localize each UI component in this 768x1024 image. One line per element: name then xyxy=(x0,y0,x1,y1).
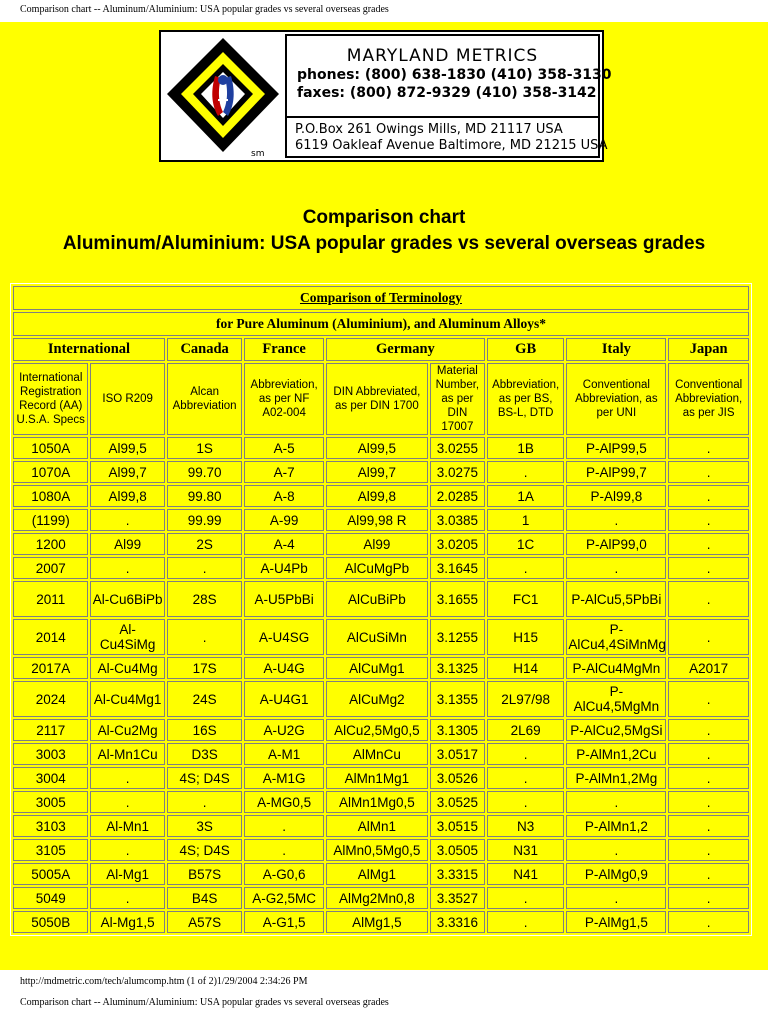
country-germany: Germany xyxy=(326,338,485,361)
country-canada: Canada xyxy=(167,338,242,361)
table-cell: 2014 xyxy=(13,619,88,655)
table-cell: . xyxy=(90,557,164,579)
table-cell: . xyxy=(90,791,164,813)
table-cell: Al-Cu2Mg xyxy=(90,719,164,741)
table-cell: . xyxy=(487,887,564,909)
table-row xyxy=(13,461,749,483)
table-cell: Al-Cu6BiPb xyxy=(90,581,164,617)
table-cell: 5049 xyxy=(13,887,88,909)
table-cell: . xyxy=(487,557,564,579)
comparison-table xyxy=(10,283,752,936)
table-cell: (1199) xyxy=(13,509,88,531)
table-cell: . xyxy=(487,791,564,813)
table-cell: 2007 xyxy=(13,557,88,579)
table-cell: AlCuMg1 xyxy=(326,657,428,679)
table-cell: AlMg1,5 xyxy=(326,911,428,933)
table-cell: 3.0515 xyxy=(430,815,485,837)
table-cell: Al-Cu4Mg xyxy=(90,657,164,679)
table-cell: 1S xyxy=(167,437,242,459)
table-cell: Al99,5 xyxy=(326,437,428,459)
table-cell: P-Al99,8 xyxy=(566,485,666,507)
table-cell: P-AlP99,0 xyxy=(566,533,666,555)
table-cell: D3S xyxy=(167,743,242,765)
table-row xyxy=(13,657,749,679)
table-cell: . xyxy=(244,815,324,837)
table-cell: N41 xyxy=(487,863,564,885)
table-cell: . xyxy=(668,437,749,459)
table-cell: Al99,8 xyxy=(326,485,428,507)
table-cell: H15 xyxy=(487,619,564,655)
table-cell: 2.0285 xyxy=(430,485,485,507)
table-cell: P-AlCu4,5MgMn xyxy=(566,681,666,717)
comparison-table-wrapper xyxy=(10,283,752,936)
table-cell: B57S xyxy=(167,863,242,885)
table-cell: AlMn0,5Mg0,5 xyxy=(326,839,428,861)
table-cell: . xyxy=(487,461,564,483)
table-cell: AlMg1 xyxy=(326,863,428,885)
table-row xyxy=(13,509,749,531)
table-cell: A57S xyxy=(167,911,242,933)
table-cell: B4S xyxy=(167,887,242,909)
table-cell: . xyxy=(566,839,666,861)
country-japan: Japan xyxy=(668,338,749,361)
table-cell: 3.1645 xyxy=(430,557,485,579)
phone-numbers: phones: (800) 638-1830 (410) 358-3130 xyxy=(297,67,612,83)
description-header-row xyxy=(13,363,749,435)
table-cell: 99.99 xyxy=(167,509,242,531)
company-logo-banner xyxy=(159,30,612,162)
table-cell: A-M1 xyxy=(244,743,324,765)
table-cell: 3.0517 xyxy=(430,743,485,765)
table-cell: . xyxy=(668,887,749,909)
table-cell: 2011 xyxy=(13,581,88,617)
table-cell: . xyxy=(668,681,749,717)
mailing-address: P.O.Box 261 Owings Mills, MD 21117 USA xyxy=(295,122,563,137)
table-row xyxy=(13,863,749,885)
table-row xyxy=(13,557,749,579)
table-cell: A2017 xyxy=(668,657,749,679)
table-cell: . xyxy=(90,887,164,909)
table-cell: 28S xyxy=(167,581,242,617)
country-international: International xyxy=(13,338,165,361)
table-heading: Comparison of Terminology xyxy=(13,286,749,310)
svg-text:sm: sm xyxy=(251,149,265,158)
table-cell: . xyxy=(90,767,164,789)
table-cell: . xyxy=(487,767,564,789)
table-cell: 3.0275 xyxy=(430,461,485,483)
column-description: ISO R209 xyxy=(90,363,164,435)
column-description: International Registration Record (AA) U.S.A. Specs xyxy=(13,363,88,435)
table-cell: A-7 xyxy=(244,461,324,483)
table-cell: . xyxy=(566,557,666,579)
table-cell: 3.0205 xyxy=(430,533,485,555)
table-cell: Al-Cu4SiMg xyxy=(90,619,164,655)
table-row xyxy=(13,911,749,933)
table-cell: Al-Mn1Cu xyxy=(90,743,164,765)
table-cell: A-M1G xyxy=(244,767,324,789)
table-cell: Al99 xyxy=(326,533,428,555)
country-gb: GB xyxy=(487,338,564,361)
table-cell: 2017A xyxy=(13,657,88,679)
table-cell: P-AlMn1,2 xyxy=(566,815,666,837)
table-cell: H14 xyxy=(487,657,564,679)
table-cell: P-AlCu2,5MgSi xyxy=(566,719,666,741)
table-cell: A-U4G1 xyxy=(244,681,324,717)
table-cell: AlMn1Mg1 xyxy=(326,767,428,789)
table-cell: Al99,5 xyxy=(90,437,164,459)
table-cell: 3005 xyxy=(13,791,88,813)
table-cell: A-U2G xyxy=(244,719,324,741)
table-cell: 3.3315 xyxy=(430,863,485,885)
country-italy: Italy xyxy=(566,338,666,361)
table-cell: Al99,7 xyxy=(326,461,428,483)
table-cell: P-AlP99,5 xyxy=(566,437,666,459)
table-cell: P-AlMg0,9 xyxy=(566,863,666,885)
table-cell: . xyxy=(668,533,749,555)
company-name: MARYLAND METRICS xyxy=(346,46,539,66)
table-row xyxy=(13,767,749,789)
table-cell: 1C xyxy=(487,533,564,555)
table-cell: 3004 xyxy=(13,767,88,789)
table-cell: . xyxy=(566,509,666,531)
table-cell: . xyxy=(244,839,324,861)
table-cell: Al99,7 xyxy=(90,461,164,483)
table-cell: P-AlMn1,2Mg xyxy=(566,767,666,789)
column-description: Conventional Abbreviation, as per UNI xyxy=(566,363,666,435)
table-cell: . xyxy=(668,509,749,531)
table-cell: 2L97/98 xyxy=(487,681,564,717)
table-cell: 3.1305 xyxy=(430,719,485,741)
table-cell: A-U5PbBi xyxy=(244,581,324,617)
table-cell: Al-Mg1,5 xyxy=(90,911,164,933)
table-cell: . xyxy=(167,557,242,579)
table-cell: . xyxy=(487,743,564,765)
table-cell: 3.1255 xyxy=(430,619,485,655)
table-cell: Al-Cu4Mg1 xyxy=(90,681,164,717)
table-cell: Al-Mn1 xyxy=(90,815,164,837)
table-cell: 4S; D4S xyxy=(167,767,242,789)
table-cell: 5050B xyxy=(13,911,88,933)
table-cell: 5005A xyxy=(13,863,88,885)
table-cell: AlMnCu xyxy=(326,743,428,765)
table-cell: AlCuMgPb xyxy=(326,557,428,579)
logo-addresses xyxy=(287,116,608,156)
table-cell: . xyxy=(668,767,749,789)
footer-url: http://mdmetric.com/tech/alumcomp.htm (1 of 2)1/29/2004 2:34:26 PM xyxy=(20,976,308,987)
table-subheading: for Pure Aluminum (Aluminium), and Aluminum Alloys* xyxy=(13,312,749,336)
table-cell: A-G1,5 xyxy=(244,911,324,933)
table-row xyxy=(13,887,749,909)
table-cell: N3 xyxy=(487,815,564,837)
table-row xyxy=(13,791,749,813)
table-cell: AlCuBiPb xyxy=(326,581,428,617)
fax-numbers: faxes: (800) 872-9329 (410) 358-3142 xyxy=(297,85,597,101)
table-cell: 4S; D4S xyxy=(167,839,242,861)
table-cell: A-8 xyxy=(244,485,324,507)
table-cell: 99.80 xyxy=(167,485,242,507)
table-cell: 2024 xyxy=(13,681,88,717)
table-cell: 3.1355 xyxy=(430,681,485,717)
table-cell: 3.0385 xyxy=(430,509,485,531)
table-cell: 1B xyxy=(487,437,564,459)
table-cell: A-U4G xyxy=(244,657,324,679)
column-description: Abbreviation, as per NF A02-004 xyxy=(244,363,324,435)
table-cell: 2L69 xyxy=(487,719,564,741)
table-row xyxy=(13,815,749,837)
column-description: DIN Abbreviated, as per DIN 1700 xyxy=(326,363,428,435)
table-cell: Al99,8 xyxy=(90,485,164,507)
table-cell: AlCuSiMn xyxy=(326,619,428,655)
table-cell: . xyxy=(668,911,749,933)
table-cell: . xyxy=(90,509,164,531)
table-cell: 24S xyxy=(167,681,242,717)
table-cell: A-5 xyxy=(244,437,324,459)
table-row xyxy=(13,743,749,765)
table-cell: P-AlP99,7 xyxy=(566,461,666,483)
table-cell: . xyxy=(668,719,749,741)
table-cell: A-4 xyxy=(244,533,324,555)
table-cell: A-U4Pb xyxy=(244,557,324,579)
table-cell: AlCuMg2 xyxy=(326,681,428,717)
table-cell: 1080A xyxy=(13,485,88,507)
table-cell: FC1 xyxy=(487,581,564,617)
table-cell: . xyxy=(668,461,749,483)
table-cell: 1200 xyxy=(13,533,88,555)
table-cell: 3003 xyxy=(13,743,88,765)
table-cell: 3.0526 xyxy=(430,767,485,789)
table-cell: AlMn1Mg0,5 xyxy=(326,791,428,813)
table-cell: 3.0505 xyxy=(430,839,485,861)
table-cell: 1050A xyxy=(13,437,88,459)
table-cell: 1 xyxy=(487,509,564,531)
table-cell: . xyxy=(668,839,749,861)
print-header: Comparison chart -- Aluminum/Aluminium: USA popular grades vs several overseas grades xyxy=(20,4,389,15)
table-cell: . xyxy=(167,619,242,655)
table-row xyxy=(13,681,749,717)
table-cell: 3.3527 xyxy=(430,887,485,909)
table-row xyxy=(13,719,749,741)
table-cell: P-AlMn1,2Cu xyxy=(566,743,666,765)
logo-emblem-icon xyxy=(163,34,283,158)
footer-title: Comparison chart -- Aluminum/Aluminium: USA popular grades vs several overseas grades xyxy=(20,997,389,1008)
table-cell: AlCu2,5Mg0,5 xyxy=(326,719,428,741)
table-cell: . xyxy=(566,791,666,813)
table-cell: 1070A xyxy=(13,461,88,483)
table-cell: AlMg2Mn0,8 xyxy=(326,887,428,909)
column-description: Abbreviation, as per BS, BS-L, DTD xyxy=(487,363,564,435)
table-cell: 3105 xyxy=(13,839,88,861)
table-cell: . xyxy=(668,557,749,579)
table-cell: 3103 xyxy=(13,815,88,837)
street-address: 6119 Oakleaf Avenue Baltimore, MD 21215 USA xyxy=(295,138,608,153)
table-cell: AlMn1 xyxy=(326,815,428,837)
table-cell: P-AlCu4,4SiMnMg xyxy=(566,619,666,655)
table-cell: . xyxy=(90,839,164,861)
table-row xyxy=(13,437,749,459)
table-cell: 3S xyxy=(167,815,242,837)
table-cell: . xyxy=(487,911,564,933)
table-row xyxy=(13,485,749,507)
table-cell: A-G2,5MC xyxy=(244,887,324,909)
table-cell: 3.0525 xyxy=(430,791,485,813)
table-row xyxy=(13,533,749,555)
column-description: Conventional Abbreviation, as per JIS xyxy=(668,363,749,435)
country-header-row xyxy=(13,338,749,361)
country-france: France xyxy=(244,338,324,361)
table-cell: P-AlMg1,5 xyxy=(566,911,666,933)
table-cell: P-AlCu4MgMn xyxy=(566,657,666,679)
column-description: Alcan Abbreviation xyxy=(167,363,242,435)
table-cell: A-99 xyxy=(244,509,324,531)
table-row xyxy=(13,581,749,617)
table-cell: Al99,98 R xyxy=(326,509,428,531)
table-cell: A-U4SG xyxy=(244,619,324,655)
table-cell: . xyxy=(668,485,749,507)
table-cell: P-AlCu5,5PbBi xyxy=(566,581,666,617)
table-cell: Al99 xyxy=(90,533,164,555)
table-row xyxy=(13,619,749,655)
table-cell: . xyxy=(167,791,242,813)
table-row xyxy=(13,839,749,861)
table-cell: 2117 xyxy=(13,719,88,741)
table-cell: 3.1325 xyxy=(430,657,485,679)
table-cell: A-MG0,5 xyxy=(244,791,324,813)
table-cell: . xyxy=(668,619,749,655)
table-cell: . xyxy=(668,791,749,813)
page-title: Comparison chart xyxy=(302,207,466,228)
table-cell: 17S xyxy=(167,657,242,679)
table-cell: . xyxy=(566,887,666,909)
table-cell: 2S xyxy=(167,533,242,555)
table-cell: A-G0,6 xyxy=(244,863,324,885)
table-cell: . xyxy=(668,863,749,885)
logo-contact-panel xyxy=(285,34,612,158)
column-description: Material Number, as per DIN 17007 xyxy=(430,363,485,435)
table-cell: . xyxy=(668,743,749,765)
table-cell: . xyxy=(668,581,749,617)
table-cell: 3.0255 xyxy=(430,437,485,459)
table-cell: . xyxy=(668,815,749,837)
table-cell: 16S xyxy=(167,719,242,741)
table-cell: N31 xyxy=(487,839,564,861)
table-cell: 1A xyxy=(487,485,564,507)
table-cell: 3.1655 xyxy=(430,581,485,617)
page-subtitle: Aluminum/Aluminium: USA popular grades vs several overseas grades xyxy=(62,233,706,254)
table-cell: 99.70 xyxy=(167,461,242,483)
table-cell: 3.3316 xyxy=(430,911,485,933)
table-cell: Al-Mg1 xyxy=(90,863,164,885)
